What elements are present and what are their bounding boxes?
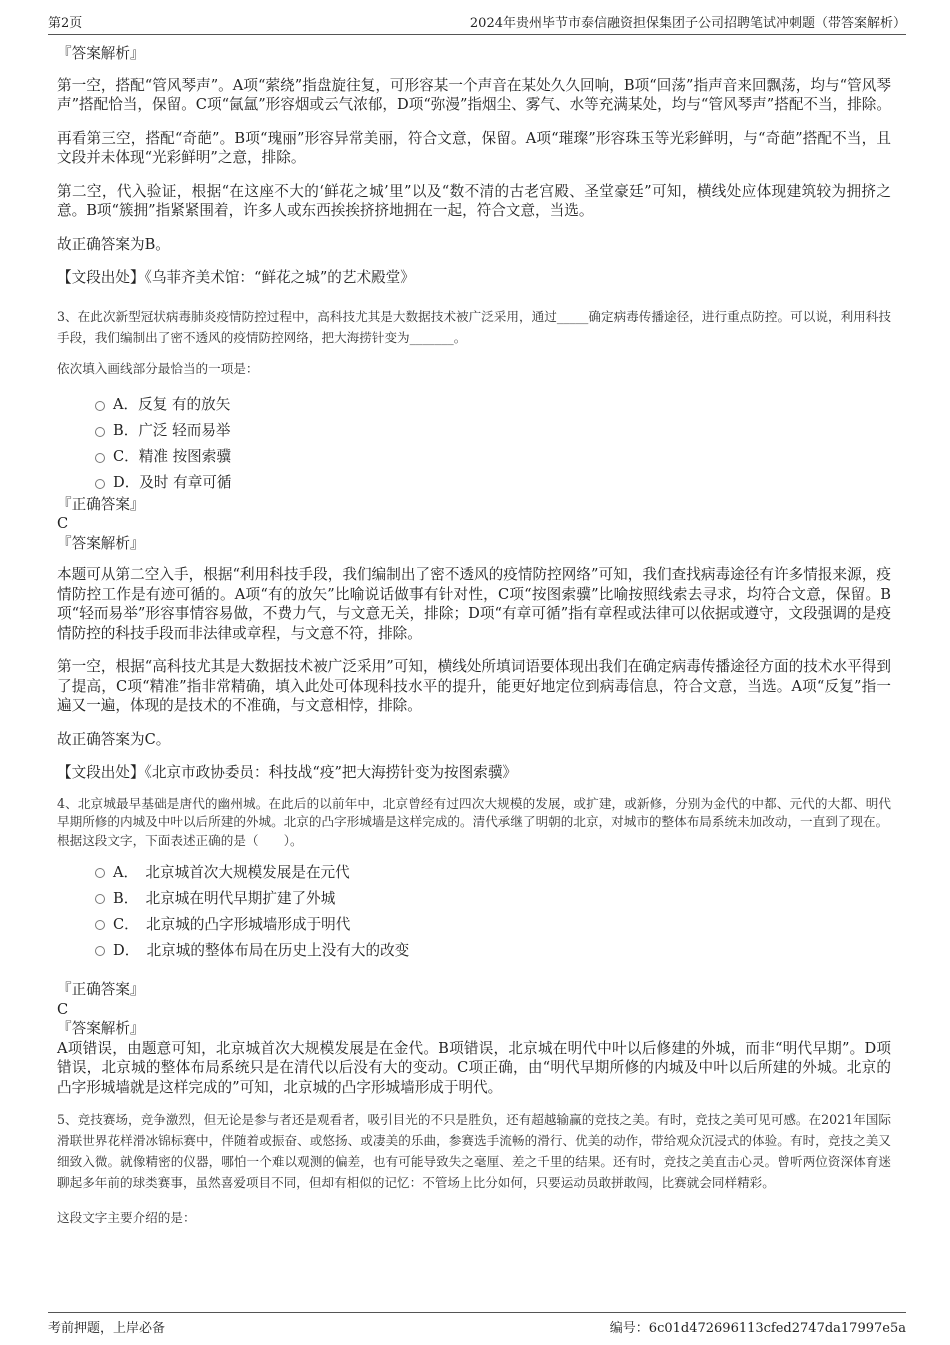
question-prompt: 这段文字主要介绍的是： xyxy=(57,1210,196,1225)
question-prompt: 根据这段文字，下面表述正确的是（ ）。 xyxy=(57,832,303,848)
option-d[interactable] xyxy=(95,469,893,495)
option-c[interactable] xyxy=(95,910,893,936)
source-citation: 【文段出处】《北京市政协委员：科技战“疫”把大海捞针变为按图索骥》 xyxy=(57,764,518,781)
answer-label: 『正确答案』 xyxy=(57,495,145,513)
analysis-label: 『答案解析』 xyxy=(57,45,145,62)
source-citation: 【文段出处】《乌菲齐美术馆：“鲜花之城”的艺术殿堂》 xyxy=(57,269,415,286)
option-a[interactable] xyxy=(95,391,893,417)
document-code: 编号：6c01d472696113cfed2747da17997e5a xyxy=(609,1320,906,1336)
option-b[interactable] xyxy=(95,417,893,443)
conclusion: 故正确答案为B。 xyxy=(57,235,170,253)
answer-value: C xyxy=(57,515,69,532)
option-label: B．广泛 轻而易举 xyxy=(113,422,231,439)
analysis-paragraph: 第二空，代入验证，根据“在这座不大的‘鲜花之城’里”以及“数不清的古老宫殿、圣堂豪廷”可知，横线处应体现建筑较为拥挤之意。B项“簇拥”指紧紧围着，许多人或东西挨挨挤挤地拥在一起，符合文意，当选。 xyxy=(57,182,891,219)
analysis-paragraph: 再看第三空，搭配“奇葩”。B项“瑰丽”形容异常美丽，符合文意，保留。A项“璀璨”形容珠玉等光彩鲜明，与“奇葩”搭配不当，且文段并未体现“光彩鲜明”之意，排除。 xyxy=(57,129,891,166)
page-number: 第2页 xyxy=(48,15,83,31)
radio-icon[interactable] xyxy=(95,453,105,463)
radio-icon[interactable] xyxy=(95,479,105,489)
radio-icon[interactable] xyxy=(95,427,105,437)
page-content xyxy=(55,44,893,1228)
question-prompt: 依次填入画线部分最恰当的一项是： xyxy=(57,360,259,376)
document-title: 2024年贵州毕节市泰信融资担保集团子公司招聘笔试冲刺题（带答案解析） xyxy=(469,15,906,31)
radio-icon[interactable] xyxy=(95,946,105,956)
page-footer xyxy=(48,1312,906,1339)
analysis-label: 『答案解析』 xyxy=(57,534,145,552)
analysis-paragraph: 第一空，根据“高科技尤其是大数据技术被广泛采用”可知，横线处所填词语要体现出我们在确定病毒传播途径方面的技术水平得到了提高，C项“精准”指非常精确，填入此处可体现科技水平的提升，能更好地定位到病毒信息，符合文意，当选。A项“反复”指一遍又一遍，体现的是技术的不准确，与文意相悖，排除。 xyxy=(57,658,891,714)
radio-icon[interactable] xyxy=(95,401,105,411)
analysis-paragraph: A项错误，由题意可知，北京城首次大规模发展是在金代。B项错误，北京城在明代中叶以后修建的外城，而非“明代早期”。D项错误，北京城的整体布局系统只是在清代以后没有大的变动。C项正确，由“明代早期所修的内城及中叶以后所建的外城。北京的凸字形城墙就是这样完成的”可知，北京城的凸字形城墙形成于明代。 xyxy=(57,1039,891,1096)
answer-label: 『正确答案』 xyxy=(57,981,145,998)
option-label: A．反复 有的放矢 xyxy=(113,396,231,413)
question-stem: 3、在此次新型冠状病毒肺炎疫情防控过程中，高科技尤其是大数据技术被广泛采用，通过_____确定病毒传播途径，进行重点防控。可以说，利用科技手段，我们编制出了密不透风的疫情防控网络，把大海捞针变为_______。 xyxy=(57,308,891,345)
radio-icon[interactable] xyxy=(95,920,105,930)
option-label: C． 北京城的凸字形城墙形成于明代 xyxy=(113,915,351,933)
option-label: D．及时 有章可循 xyxy=(113,474,232,491)
radio-icon[interactable] xyxy=(95,868,105,878)
option-label: A． 北京城首次大规模发展是在元代 xyxy=(113,863,350,881)
conclusion: 故正确答案为C。 xyxy=(57,730,171,748)
question-3 xyxy=(55,306,893,783)
footer-slogan: 考前押题，上岸必备 xyxy=(48,1320,166,1336)
option-a[interactable] xyxy=(95,858,893,884)
question-4 xyxy=(55,795,893,1098)
option-d[interactable] xyxy=(95,936,893,962)
analysis-paragraph: 第一空，搭配“管风琴声”。A项“萦绕”指盘旋往复，可形容某一个声音在某处久久回响，B项“回荡”指声音来回飘荡，均与“管风琴声”搭配恰当，保留。C项“氤氲”形容烟或云气浓郁，D项“弥漫”指烟尘、雾气、水等充满某处，均与“管风琴声”搭配不当，排除。 xyxy=(57,76,891,113)
analysis-paragraph: 本题可从第二空入手，根据“利用科技手段，我们编制出了密不透风的疫情防控网络”可知，我们查找病毒途径有许多情报来源，疫情防控工作是有迹可循的。A项“有的放矢”比喻说话做事有针对性，C项“按图索骥”比喻按照线索去寻求，均符合文意，保留。B项“轻而易举”形容事情容易做，不费力气，与文意无关，排除；D项“有章可循”指有章程或法律可以依据或遵守，文段强调的是疫情防控的科技手段而非法律或章程，与文意不符，排除。 xyxy=(57,566,891,642)
option-label: D． 北京城的整体布局在历史上没有大的改变 xyxy=(113,941,410,959)
question-2-analysis xyxy=(55,44,893,288)
analysis-label: 『答案解析』 xyxy=(57,1020,145,1037)
question-stem: 5、竞技赛场，竞争激烈，但无论是参与者还是观看者，吸引目光的不只是胜负，还有超越输赢的竞技之美。有时，竞技之美可见可感。在2021年国际滑联世界花样滑冰锦标赛中，伴随着或振奋、或悠扬、或凄美的乐曲，参赛选手流畅的滑行、优美的动作，带给观众沉浸式的体验。有时，竞技之美又细致入微。就像精密的仪器，哪怕一个难以观测的偏差，也有可能导致失之毫厘、差之千里的结果。还有时，竞技之美直击心灵。曾听两位资深体育迷聊起多年前的球类赛事，虽然喜爱项目不同，但却有相似的记忆：不管场上比分如何，只要运动员敢拼敢闯，比赛就会同样精彩。 xyxy=(57,1112,891,1190)
radio-icon[interactable] xyxy=(95,894,105,904)
option-b[interactable] xyxy=(95,884,893,910)
answer-value: C xyxy=(57,1000,69,1018)
option-label: B． 北京城在明代早期扩建了外城 xyxy=(113,889,336,907)
option-c[interactable] xyxy=(95,443,893,469)
option-label: C．精准 按图索骥 xyxy=(113,448,231,465)
page-header xyxy=(48,8,906,35)
question-5 xyxy=(55,1109,893,1228)
question-stem: 4、北京城最早基础是唐代的幽州城。在此后的以前年中，北京曾经有过四次大规模的发展，或扩建，或新修，分别为金代的中都、元代的大都、明代早期所修的内城及中叶以后所建的外城。北京的凸字形城墙是这样完成的。清代承继了明朝的北京，对城市的整体布局系统未加改动，一直到了现在。 xyxy=(57,795,891,829)
